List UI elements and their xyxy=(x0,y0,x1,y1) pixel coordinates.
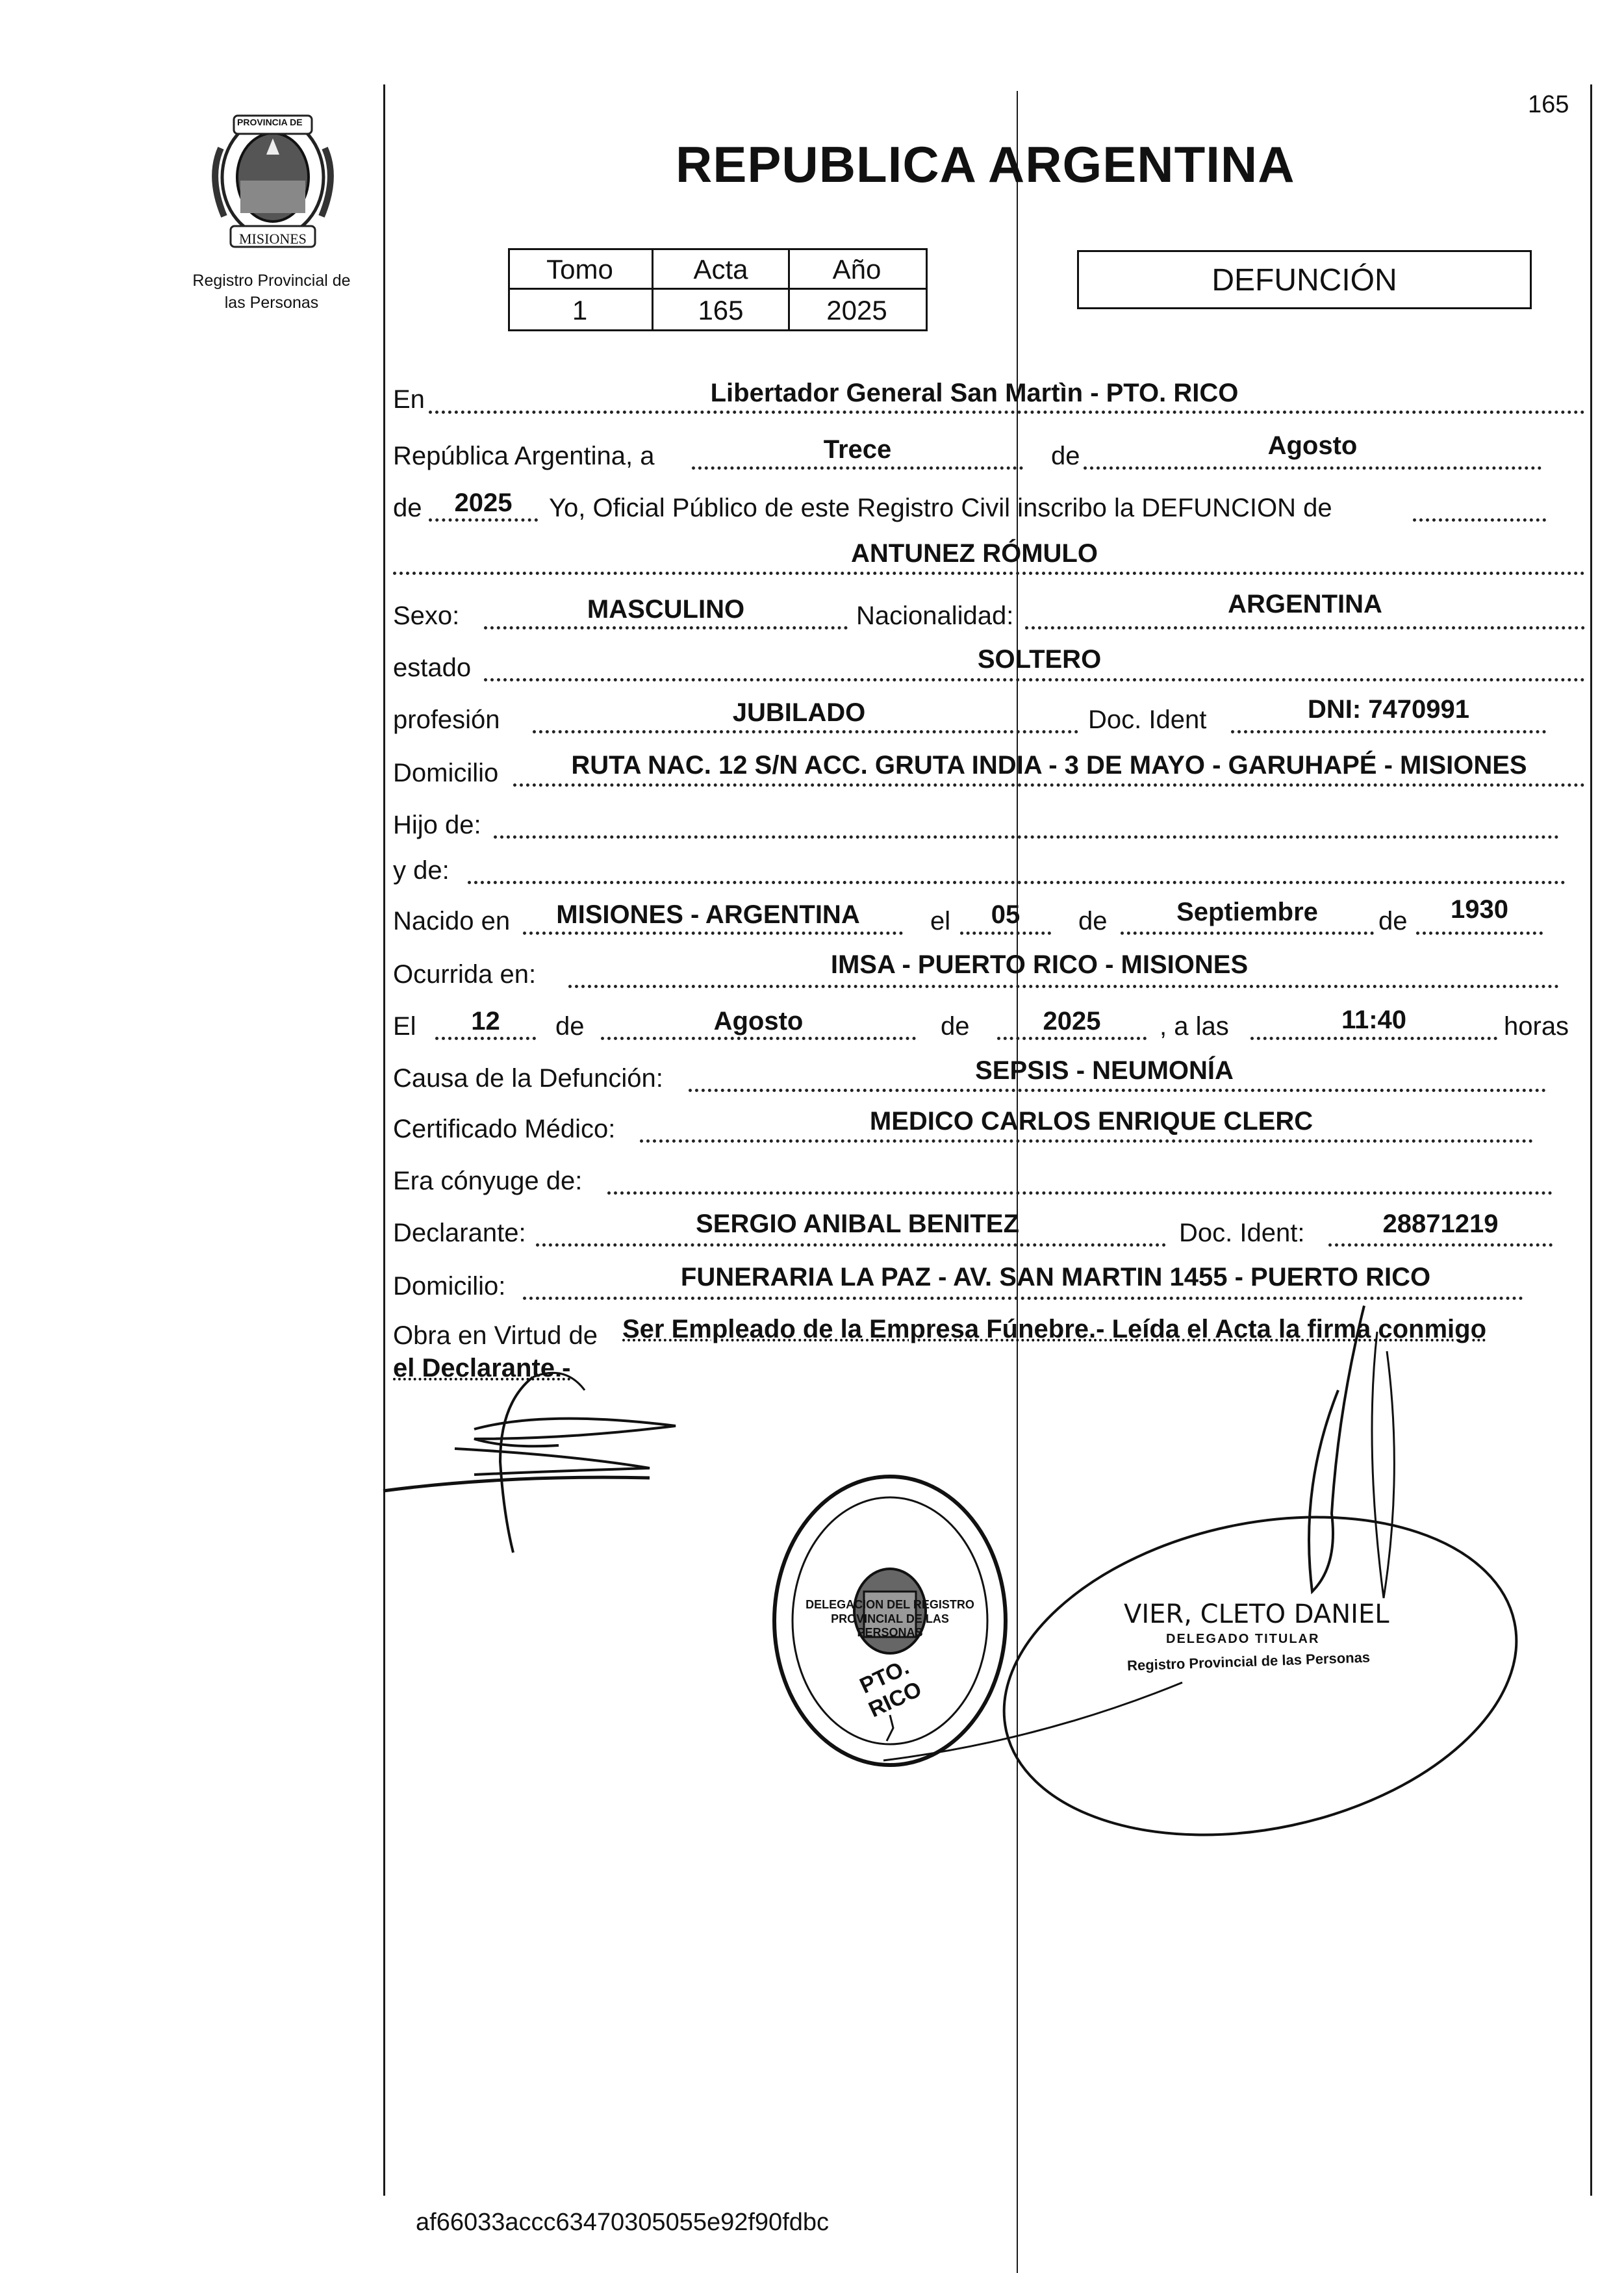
fold-line xyxy=(1017,91,1018,2273)
value-anio-inscripcion: 2025 xyxy=(454,489,513,517)
value-domicilio: RUTA NAC. 12 S/N ACC. GRUTA INDIA - 3 DE MAYO - GARUHAPÉ - MISIONES xyxy=(571,751,1527,780)
stamp-institution: Registro Provincial de las Personas xyxy=(1126,1649,1371,1674)
label-obra-en-virtud: Obra en Virtud de xyxy=(393,1321,598,1350)
label-def-de-mes: de xyxy=(555,1012,585,1041)
label-doc-ident: Doc. Ident xyxy=(1088,705,1207,734)
seal-outer-text: DELEGACION DEL REGISTRO PROVINCIAL DE LAS PERSONAS xyxy=(806,1598,974,1640)
value-ocurrida-en: IMSA - PUERTO RICO - MISIONES xyxy=(830,950,1249,979)
value-def-anio: 2025 xyxy=(1043,1007,1101,1035)
label-nacido-el: el xyxy=(930,907,951,935)
label-horas: horas xyxy=(1504,1012,1569,1041)
value-dia-inscripcion: Trece xyxy=(823,435,892,464)
table-header-acta: Acta xyxy=(693,254,748,285)
label-hijo-de: Hijo de: xyxy=(393,811,481,839)
value-lugar: Libertador General San Martìn - PTO. RICO xyxy=(710,379,1239,407)
official-signature xyxy=(844,1293,1546,1903)
label-domicilio-declarante: Domicilio: xyxy=(393,1272,506,1301)
label-en: En xyxy=(393,385,425,414)
crest-top-text: PROVINCIA DE xyxy=(237,117,303,127)
value-obra-linea1: Ser Empleado de la Empresa Fúnebre.- Leída el Acta la firma conmigo xyxy=(622,1315,1487,1343)
label-yo-oficial: Yo, Oficial Público de este Registro Civil inscribo la DEFUNCION de xyxy=(549,494,1332,522)
label-sexo: Sexo: xyxy=(393,602,460,630)
stamp-name: VIER, CLETO DANIEL xyxy=(1124,1599,1389,1629)
value-def-hora: 11:40 xyxy=(1341,1006,1407,1034)
value-declarante-doc: 28871219 xyxy=(1382,1210,1499,1238)
crest-bottom-text: MISIONES xyxy=(239,231,307,247)
table-header-anio: Año xyxy=(832,254,882,285)
label-ocurrida-en: Ocurrida en: xyxy=(393,960,537,989)
label-a-las: , a las xyxy=(1160,1012,1229,1041)
label-y-de: y de: xyxy=(393,856,450,885)
label-profesion: profesión xyxy=(393,705,500,734)
right-frame-line xyxy=(1590,84,1592,2196)
table-value-acta: 165 xyxy=(698,295,744,325)
left-frame-line xyxy=(383,84,385,2196)
label-conyuge: Era cónyuge de: xyxy=(393,1167,583,1195)
label-de-mes: de xyxy=(1051,442,1080,470)
table-header-tomo: Tomo xyxy=(546,254,613,285)
value-profesion: JUBILADO xyxy=(732,698,866,727)
value-causa: SEPSIS - NEUMONÍA xyxy=(975,1056,1234,1085)
value-declarante-domicilio: FUNERARIA LA PAZ - AV. SAN MARTIN 1455 - PUERTO RICO xyxy=(680,1263,1431,1291)
value-certificado: MEDICO CARLOS ENRIQUE CLERC xyxy=(869,1107,1313,1136)
value-declarante: SERGIO ANIBAL BENITEZ xyxy=(696,1210,1019,1238)
label-estado: estado xyxy=(393,654,472,682)
value-nombre: ANTUNEZ RÓMULO xyxy=(851,539,1098,568)
value-obra-linea2: el Declarante.- xyxy=(393,1354,571,1382)
label-nacido-de-anio: de xyxy=(1378,907,1408,935)
registry-caption-line1: Registro Provincial de xyxy=(192,272,351,290)
page-number: 165 xyxy=(1528,91,1569,118)
label-domicilio: Domicilio xyxy=(393,759,499,787)
label-causa: Causa de la Defunción: xyxy=(393,1064,663,1093)
label-nacido-en: Nacido en xyxy=(393,907,511,935)
value-sexo: MASCULINO xyxy=(587,595,745,624)
label-nacionalidad: Nacionalidad: xyxy=(856,602,1014,630)
value-nacido-en: MISIONES - ARGENTINA xyxy=(556,900,860,929)
stamp-title: DELEGADO TITULAR xyxy=(1166,1632,1320,1646)
value-nacido-dia: 05 xyxy=(991,900,1021,929)
table-value-tomo: 1 xyxy=(572,295,588,325)
label-declarante: Declarante: xyxy=(393,1219,526,1247)
value-nacionalidad: ARGENTINA xyxy=(1228,590,1382,618)
label-def-de-anio: de xyxy=(941,1012,970,1041)
declarant-signature xyxy=(377,1364,689,1559)
record-type: DEFUNCIÓN xyxy=(1212,263,1397,298)
seal-inner-text: PTO. RICO xyxy=(856,1655,926,1723)
document-hash: af66033accc63470305055e92f90fdbc xyxy=(416,2209,830,2236)
value-documento: DNI: 7470991 xyxy=(1307,695,1470,724)
label-el: El xyxy=(393,1012,416,1041)
value-estado: SOLTERO xyxy=(977,645,1102,674)
table-value-anio: 2025 xyxy=(826,295,887,325)
label-nacido-de-mes: de xyxy=(1078,907,1108,935)
registry-caption-line2: las Personas xyxy=(224,294,319,312)
label-de-anio: de xyxy=(393,494,422,522)
label-certificado: Certificado Médico: xyxy=(393,1115,616,1143)
value-def-dia: 12 xyxy=(471,1007,500,1035)
value-nacido-anio: 1930 xyxy=(1451,895,1508,924)
country-title: REPUBLICA ARGENTINA xyxy=(676,136,1295,193)
value-def-mes: Agosto xyxy=(713,1007,804,1035)
value-nacido-mes: Septiembre xyxy=(1176,898,1318,926)
value-mes-inscripcion: Agosto xyxy=(1267,431,1358,460)
label-republica: República Argentina, a xyxy=(393,442,655,470)
label-doc-ident-declarante: Doc. Ident: xyxy=(1179,1219,1305,1247)
